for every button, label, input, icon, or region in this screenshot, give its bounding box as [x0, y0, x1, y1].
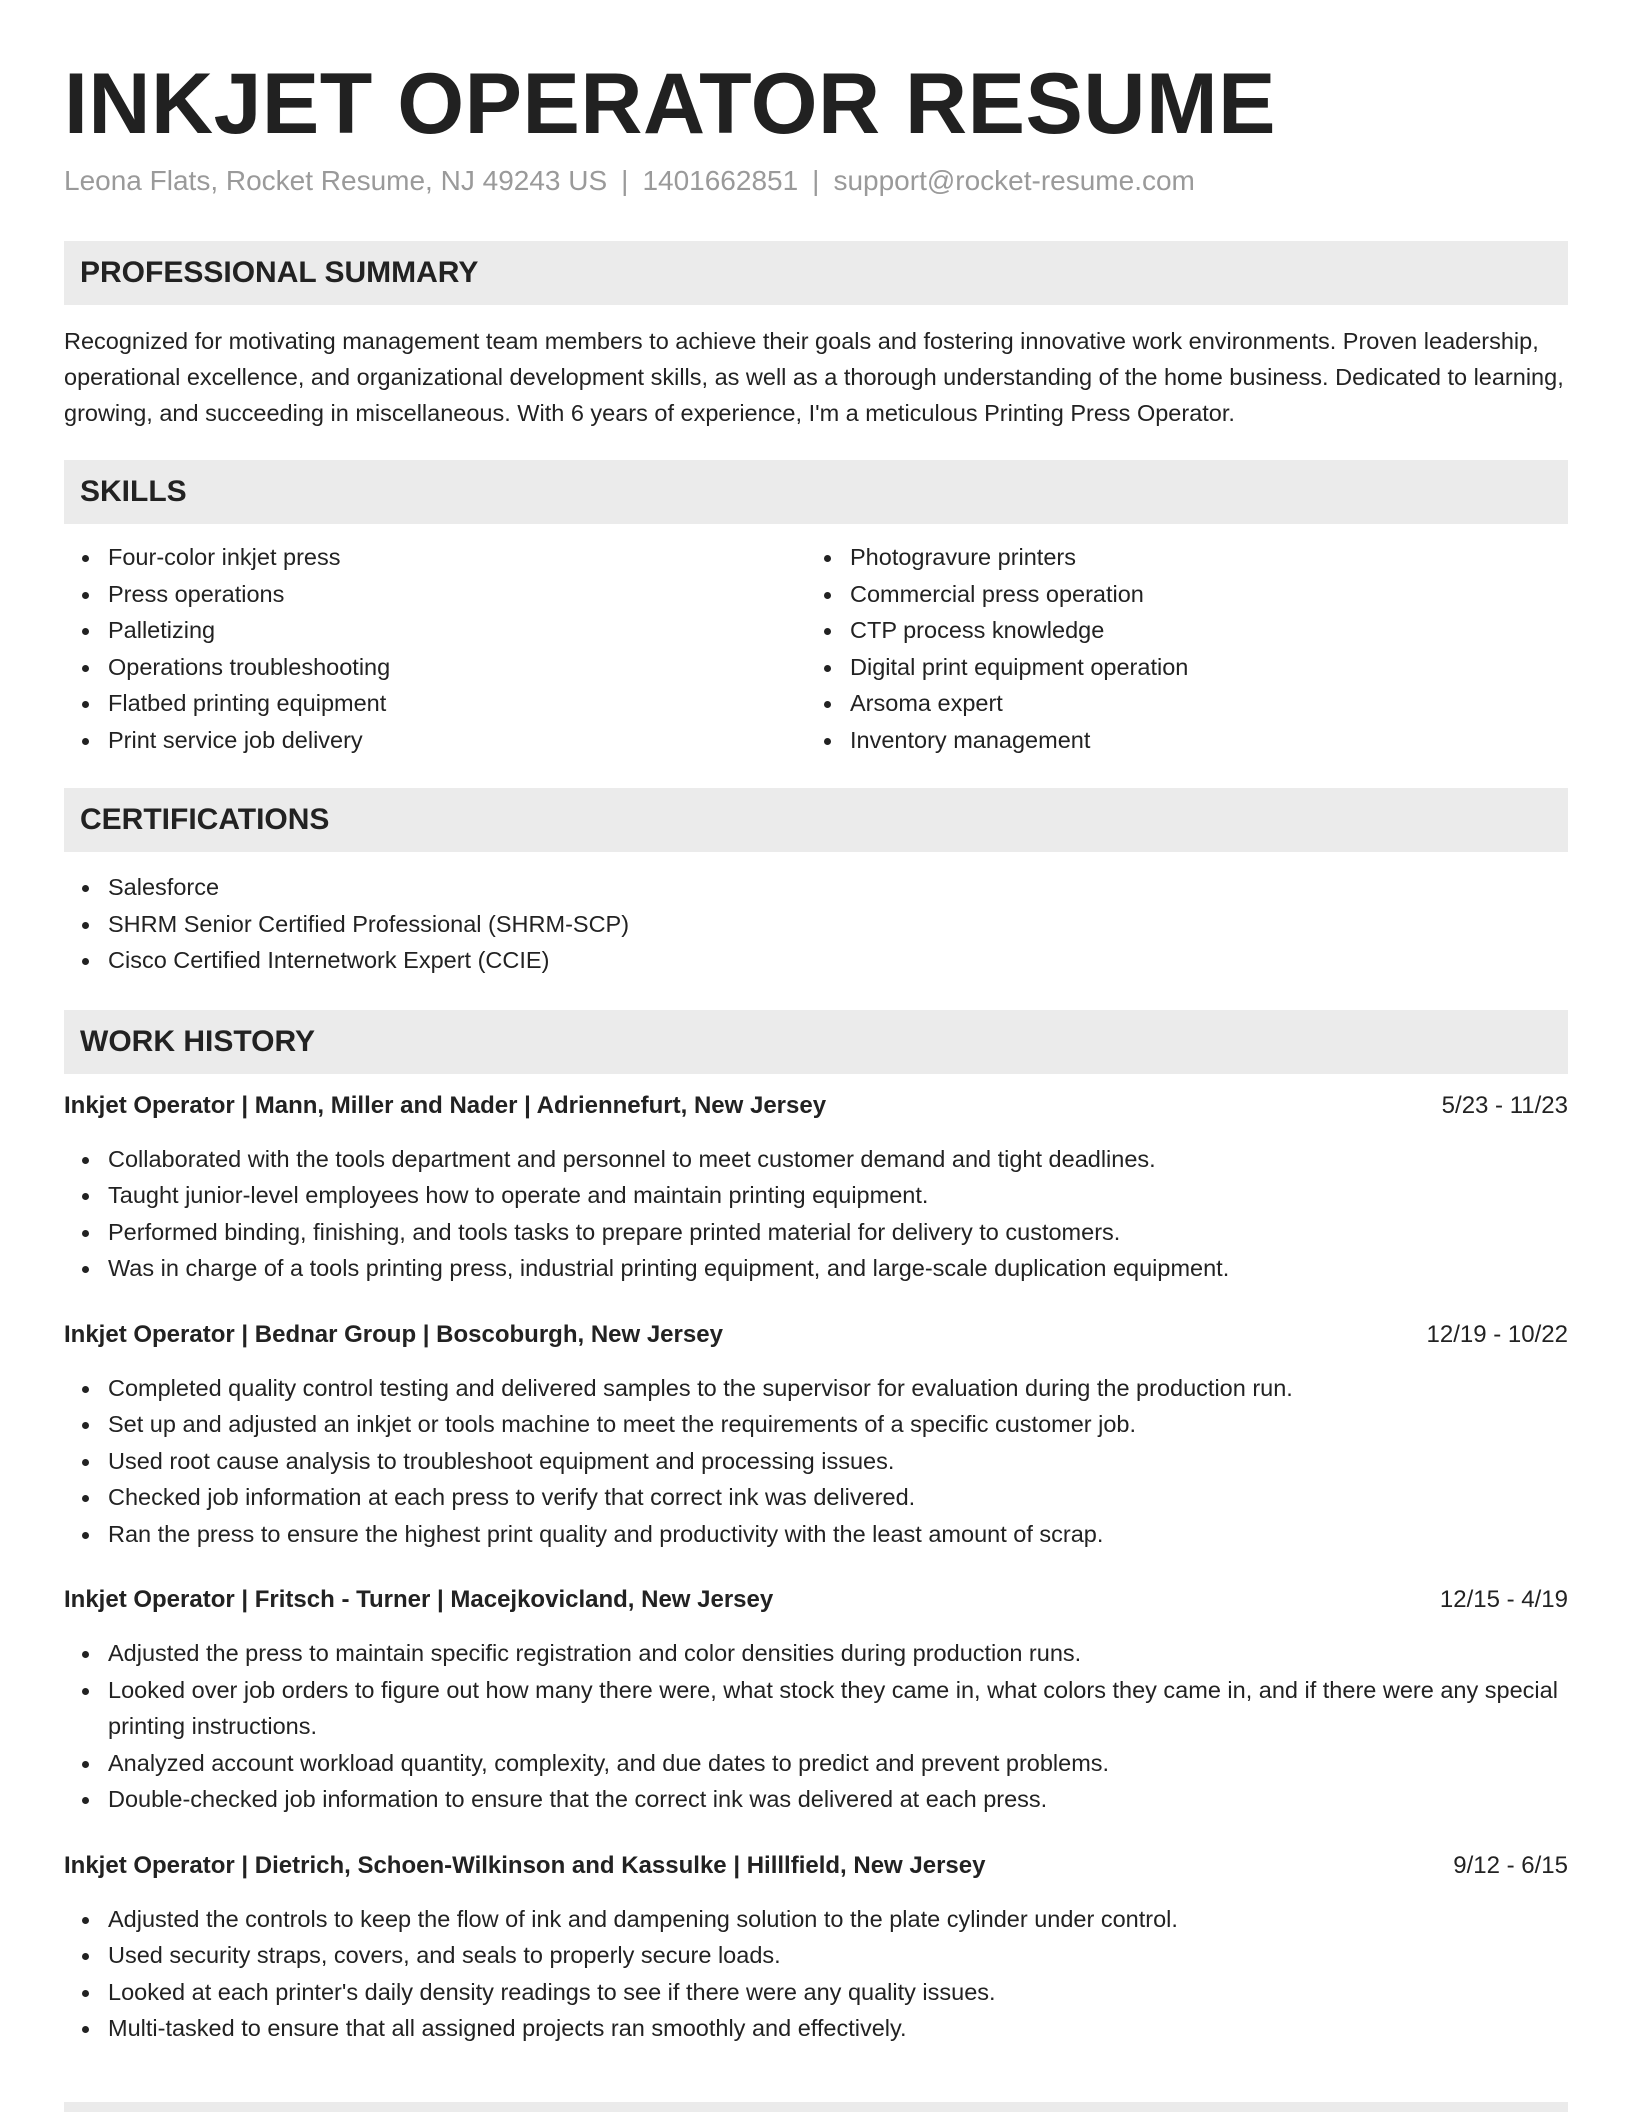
skill-item: Flatbed printing equipment — [108, 685, 806, 722]
certification-item: SHRM Senior Certified Professional (SHRM-SCP) — [108, 906, 1568, 943]
skills-grid — [64, 539, 1568, 758]
section-header-summary: PROFESSIONAL SUMMARY — [64, 241, 1568, 305]
job-dates: 12/15 - 4/19 — [1439, 1586, 1568, 1613]
skill-item: Arsoma expert — [850, 685, 1548, 722]
contact-separator: | — [621, 165, 629, 196]
job-bullets — [64, 1141, 1568, 1287]
job-title: Inkjet Operator | Bednar Group | Boscoburgh, New Jersey — [64, 1320, 723, 1348]
job-dates: 5/23 - 11/23 — [1441, 1091, 1568, 1119]
job-header — [64, 1583, 1568, 1617]
job-bullet: Analyzed account workload quantity, complexity, and due dates to predict and prevent problems. — [108, 1745, 1568, 1782]
contact-separator: | — [812, 165, 820, 196]
job-title: Inkjet Operator | Dietrich, Schoen-Wilkinson and Kassulke | Hilllfield, New Jersey — [64, 1851, 986, 1879]
section-header-work-history: WORK HISTORY — [64, 1010, 1568, 1074]
job-bullet: Adjusted the press to maintain specific registration and color densities during production runs. — [108, 1635, 1568, 1672]
skills-column-left — [64, 539, 806, 758]
job-bullet: Checked job information at each press to verify that correct ink was delivered. — [108, 1479, 1568, 1516]
job-bullet: Performed binding, finishing, and tools tasks to prepare printed material for delivery to customers. — [108, 1214, 1568, 1251]
job-header — [64, 1089, 1568, 1123]
job-bullet: Double-checked job information to ensure that the correct ink was delivered at each press. — [108, 1781, 1568, 1818]
job-header — [64, 1849, 1568, 1883]
skill-item: Four-color inkjet press — [108, 539, 806, 576]
summary-text: Recognized for motivating management team members to achieve their goals and fostering innovative work environments. Proven leadership, operational excellence, and organizational development skills, as well as a thorough understanding of the home business. Dedicated to learning, growing, and succeeding in miscellaneous. With 6 years of experience, I'm a meticulous Printing Press Operator. — [64, 328, 1564, 426]
skill-item: Press operations — [108, 576, 806, 613]
contact-phone: 1401662851 — [642, 165, 799, 196]
contact-email: support@rocket-resume.com — [833, 165, 1195, 196]
job-bullet: Was in charge of a tools printing press, industrial printing equipment, and large-scale duplication equipment. — [108, 1250, 1568, 1287]
certification-item: Cisco Certified Internetwork Expert (CCIE) — [108, 942, 1568, 979]
job-entry — [64, 1318, 1568, 1553]
contact-address: Leona Flats, Rocket Resume, NJ 49243 US — [64, 165, 608, 196]
skill-item: Palletizing — [108, 612, 806, 649]
job-bullet: Looked over job orders to figure out how many there were, what stock they came in, what colors they came in, and if there were any special printing instructions. — [108, 1672, 1568, 1745]
certifications-list — [64, 869, 1568, 979]
resume-page — [64, 0, 1568, 2047]
job-bullet: Ran the press to ensure the highest print quality and productivity with the least amount of scrap. — [108, 1516, 1568, 1553]
job-bullet: Used root cause analysis to troubleshoot equipment and processing issues. — [108, 1443, 1568, 1480]
section-header-skills: SKILLS — [64, 460, 1568, 524]
job-bullets — [64, 1901, 1568, 2047]
job-bullet: Taught junior-level employees how to operate and maintain printing equipment. — [108, 1177, 1568, 1214]
job-entry — [64, 1583, 1568, 1818]
job-bullet: Looked at each printer's daily density readings to see if there were any quality issues. — [108, 1974, 1568, 2011]
section-header-certifications: CERTIFICATIONS — [64, 788, 1568, 852]
certification-item: Salesforce — [108, 869, 1568, 906]
skill-item: Commercial press operation — [850, 576, 1548, 613]
job-dates: 12/19 - 10/22 — [1426, 1320, 1568, 1348]
page-title: INKJET OPERATOR RESUME — [64, 56, 1276, 152]
skill-item: Photogravure printers — [850, 539, 1548, 576]
skills-column-right — [806, 539, 1548, 758]
contact-line — [64, 162, 1568, 200]
job-title: Inkjet Operator | Mann, Miller and Nader | Adriennefurt, New Jersey — [64, 1091, 827, 1119]
job-bullet: Adjusted the controls to keep the flow of ink and dampening solution to the plate cylinder under control. — [108, 1901, 1568, 1938]
job-title: Inkjet Operator | Fritsch - Turner | Macejkovicland, New Jersey — [64, 1586, 774, 1613]
job-entry — [64, 1089, 1568, 1287]
job-dates: 9/12 - 6/15 — [1453, 1851, 1568, 1879]
skill-item: CTP process knowledge — [850, 612, 1548, 649]
job-entry — [64, 1849, 1568, 2047]
skill-item: Operations troubleshooting — [108, 649, 806, 686]
skill-item: Inventory management — [850, 722, 1548, 759]
next-section-header-edge — [64, 2102, 1568, 2112]
job-bullets — [64, 1370, 1568, 1553]
skill-item: Digital print equipment operation — [850, 649, 1548, 686]
job-bullet: Collaborated with the tools department and personnel to meet customer demand and tight deadlines. — [108, 1141, 1568, 1178]
job-bullet: Completed quality control testing and delivered samples to the supervisor for evaluation during the production run. — [108, 1370, 1568, 1407]
job-header — [64, 1318, 1568, 1352]
job-bullets — [64, 1635, 1568, 1818]
job-bullet: Multi-tasked to ensure that all assigned projects ran smoothly and effectively. — [108, 2010, 1568, 2047]
skill-item: Print service job delivery — [108, 722, 806, 759]
job-bullet: Set up and adjusted an inkjet or tools machine to meet the requirements of a specific customer job. — [108, 1406, 1568, 1443]
job-bullet: Used security straps, covers, and seals to properly secure loads. — [108, 1937, 1568, 1974]
